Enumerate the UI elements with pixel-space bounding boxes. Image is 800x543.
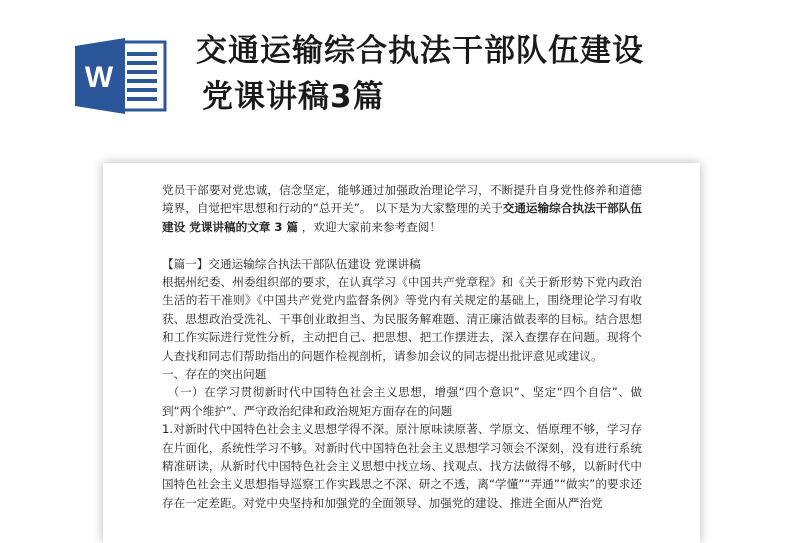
document-body [162, 181, 642, 512]
paragraph-2: 1.对新时代中国特色社会主义思想学得不深。原汁原味读原著、学原文、悟原理不够，学习存在片面化，系统性学习不够。对新时代中国特色社会主义思想学习领会不深刻，没有进行系统精准研读，从新时代中国特色社会主义思想中找立场、找观点、找方法做得不够，以新时代中国特色社会主义思想指导巡察工作实践思之不深、研之不透，离“学懂”“弄通”“做实”的要求还存在一定差距。对党中央坚持和加强党的全面领导、加强党的建设、推进全面从严治党 [162, 422, 642, 510]
section-heading: 【篇一】交通运输综合执法干部队伍建设 党课讲稿 [162, 256, 421, 271]
intro-paragraph [162, 181, 642, 236]
word-document-icon [75, 36, 171, 116]
header [0, 0, 800, 160]
word-icon-letter: W [84, 61, 114, 94]
intro-bold-text: 交通运输综合执法干部队伍建设 党课讲稿的文章 3 篇 [162, 201, 642, 234]
spacer [162, 236, 642, 254]
heading-2: （一）在学习贯彻新时代中国特色社会主义思想，增强“四个意识”、坚定“四个自信”、做到“两个维护”、严守政治纪律和政治规矩方面存在的问题 [162, 385, 642, 418]
intro-text-2: ，欢迎大家前来参考查阅！ [298, 219, 441, 234]
intro-text-1: 党员干部要对党忠诚，信念坚定，能够通过加强政治理论学习，不断提升自身党性修养和道德境界，自觉把牢思想和行动的“总开关”。 以下是为大家整理的关于 [162, 183, 642, 216]
heading-1: 一、存在的突出问题 [162, 367, 267, 382]
paragraph-1: 根据州纪委、州委组织部的要求，在认真学习《中国共产党章程》和《关于新形势下党内政治生活的若干准则》《中国共产党党内监督条例》等党内有关规定的基础上，围绕理论学习有收获、思想政治受洗礼、干事创业敢担当、为民服务解难题、清正廉洁做表率的目标。结合思想和工作实际进行党性分析，主动把自己、把思想、把工作摆进去，深入查摆存在问题。现将个人查找和同志们帮助指出的问题作检视剖析，请参加会议的同志提出批评意见或建议。 [162, 275, 642, 363]
page-title [196, 28, 776, 120]
title-line-2: 党课讲稿3篇 [202, 79, 385, 115]
title-line-1: 交通运输综合执法干部队伍建设 [196, 33, 644, 69]
